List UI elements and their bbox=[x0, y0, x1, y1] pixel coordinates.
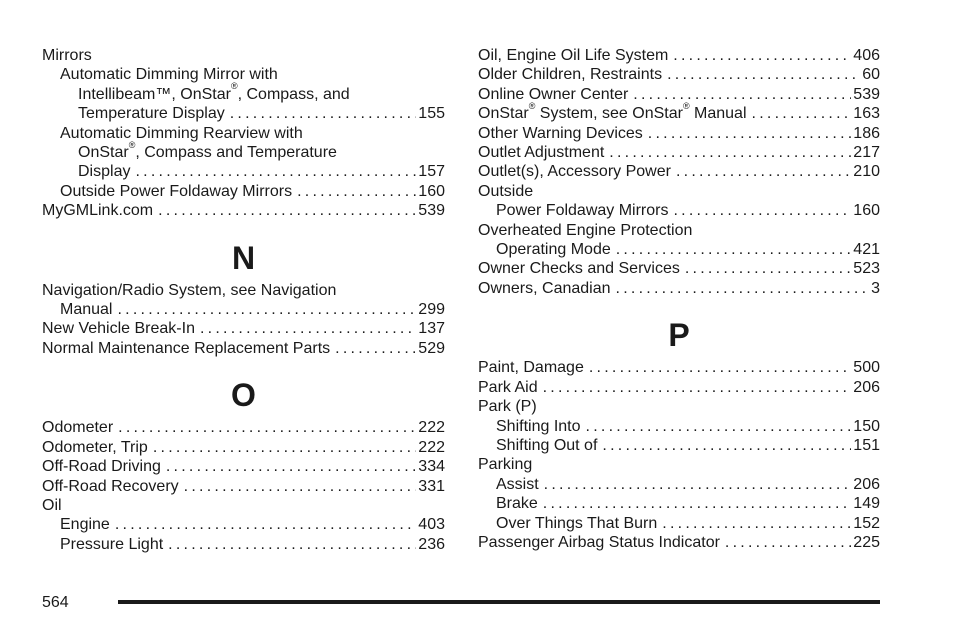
index-entry-page: 539 bbox=[853, 85, 880, 103]
index-entry-text: Over Things That Burn bbox=[496, 514, 658, 532]
index-entry-text: Navigation/Radio System, see Navigation bbox=[42, 281, 337, 299]
index-entry-text: Operating Mode bbox=[496, 241, 611, 259]
index-entry-text: Parking bbox=[478, 456, 533, 474]
index-entry-page: 222 bbox=[418, 419, 445, 437]
index-entry-text: Engine bbox=[60, 516, 110, 534]
index-entry bbox=[478, 455, 880, 474]
index-entry-text: Normal Maintenance Replacement Parts bbox=[42, 339, 331, 357]
index-entry-page: 151 bbox=[853, 436, 880, 454]
index-entry-text: Older Children, Restraints bbox=[478, 66, 663, 84]
dot-leader bbox=[602, 436, 851, 455]
index-entry bbox=[42, 319, 445, 338]
index-entry bbox=[42, 535, 445, 554]
index-entry-text: Shifting Into bbox=[496, 417, 581, 435]
index-entry-text: Assist bbox=[496, 475, 539, 493]
index-entry bbox=[42, 515, 445, 534]
index-entry-text: Automatic Dimming Mirror with bbox=[60, 66, 278, 84]
index-entry-page: 210 bbox=[853, 163, 880, 181]
index-entry-page: 236 bbox=[418, 535, 445, 553]
index-entry-text: Other Warning Devices bbox=[478, 124, 643, 142]
index-entry-page: 331 bbox=[418, 477, 445, 495]
index-entry-text: Power Foldaway Mirrors bbox=[496, 202, 669, 220]
index-entry-text: Shifting Out of bbox=[496, 436, 598, 454]
index-entry bbox=[478, 240, 880, 259]
dot-leader bbox=[667, 65, 860, 84]
section-letter-n: N bbox=[231, 239, 256, 276]
dot-leader bbox=[230, 104, 417, 123]
dot-leader bbox=[166, 457, 416, 476]
index-entry-page: 163 bbox=[853, 105, 880, 123]
index-entry bbox=[478, 100, 880, 123]
dot-leader bbox=[589, 358, 851, 377]
index-entry-page: 334 bbox=[418, 458, 445, 476]
dot-leader bbox=[616, 279, 870, 298]
index-entry-page: 137 bbox=[418, 320, 445, 338]
index-entry-page: 3 bbox=[871, 279, 880, 297]
dot-leader bbox=[543, 494, 852, 513]
section-letter-p: P bbox=[668, 317, 690, 354]
index-entry-text: Park Aid bbox=[478, 378, 538, 396]
index-entry-text: Oil, Engine Oil Life System bbox=[478, 47, 669, 64]
index-entry-text: Owner Checks and Services bbox=[478, 260, 680, 278]
index-entry bbox=[478, 182, 880, 201]
index-entry bbox=[478, 514, 880, 533]
dot-leader bbox=[184, 477, 417, 496]
index-entry-text: Owners, Canadian bbox=[478, 279, 611, 297]
dot-leader bbox=[118, 418, 416, 437]
index-entry-text: Odometer bbox=[42, 419, 114, 437]
dot-leader bbox=[200, 319, 416, 338]
index-entry bbox=[42, 438, 445, 457]
dot-leader bbox=[135, 162, 416, 181]
index-entry-text: OnStar®, Compass and Temperature bbox=[78, 139, 337, 162]
index-entry-page: 500 bbox=[853, 359, 880, 377]
index-entry-page: 539 bbox=[418, 202, 445, 220]
index-entry-text: Intellibeam™, OnStar®, Compass, and bbox=[78, 81, 350, 103]
index-entry-page: 403 bbox=[418, 516, 445, 534]
index-entry bbox=[478, 124, 880, 143]
index-entry bbox=[42, 477, 445, 496]
index-entry-page: 60 bbox=[862, 66, 880, 84]
page-number: 564 bbox=[42, 594, 69, 611]
index-entry bbox=[478, 201, 880, 220]
dot-leader bbox=[616, 240, 852, 259]
index-column-right bbox=[478, 46, 880, 552]
index-entry bbox=[478, 378, 880, 397]
index-entry-page: 186 bbox=[853, 124, 880, 142]
index-entry bbox=[42, 46, 445, 65]
index-entry bbox=[478, 279, 880, 298]
index-entry bbox=[478, 436, 880, 455]
index-entry-page: 206 bbox=[853, 475, 880, 493]
index-entry bbox=[42, 339, 445, 358]
dot-leader bbox=[609, 143, 851, 162]
index-entry-text: Passenger Airbag Status Indicator bbox=[478, 533, 720, 551]
index-entry bbox=[478, 46, 880, 65]
dot-leader bbox=[115, 515, 416, 534]
index-entry bbox=[42, 124, 445, 143]
index-entry bbox=[478, 475, 880, 494]
dot-leader bbox=[158, 201, 416, 220]
index-entry bbox=[42, 104, 445, 123]
index-entry bbox=[478, 494, 880, 513]
index-entry-page: 222 bbox=[418, 438, 445, 456]
index-entry bbox=[42, 418, 445, 437]
dot-leader bbox=[335, 339, 416, 358]
index-entry bbox=[478, 162, 880, 181]
index-entry-text: Outlet(s), Accessory Power bbox=[478, 163, 671, 181]
index-entry bbox=[478, 397, 880, 416]
index-entry-text: Odometer, Trip bbox=[42, 438, 148, 456]
dot-leader bbox=[673, 46, 851, 65]
index-entry bbox=[478, 259, 880, 278]
dot-leader bbox=[752, 104, 852, 123]
index-entry-text: MyGMLink.com bbox=[42, 202, 154, 220]
index-column-left bbox=[42, 46, 445, 554]
index-entry bbox=[478, 143, 880, 162]
index-entry-text: Display bbox=[78, 163, 131, 181]
index-entry-page: 150 bbox=[853, 417, 880, 435]
index-entry bbox=[42, 81, 445, 104]
index-entry bbox=[478, 65, 880, 84]
index-entry-text: Mirrors bbox=[42, 47, 92, 64]
index-entry-page: 155 bbox=[418, 105, 445, 123]
index-entry-text: Pressure Light bbox=[60, 535, 164, 553]
index-entry-text: Outside Power Foldaway Mirrors bbox=[60, 182, 293, 200]
index-entry-page: 299 bbox=[418, 301, 445, 319]
index-entry-text: Manual bbox=[60, 301, 113, 319]
dot-leader bbox=[117, 300, 416, 319]
index-entry-text: OnStar® System, see OnStar® Manual bbox=[478, 100, 747, 123]
dot-leader bbox=[633, 85, 851, 104]
index-entry-text: Temperature Display bbox=[78, 105, 225, 123]
index-entry-page: 157 bbox=[418, 163, 445, 181]
index-entry-page: 152 bbox=[853, 514, 880, 532]
index-entry-text: Park (P) bbox=[478, 398, 537, 416]
dot-leader bbox=[543, 378, 852, 397]
index-entry-page: 225 bbox=[853, 533, 880, 551]
index-entry bbox=[478, 533, 880, 552]
dot-leader bbox=[544, 475, 852, 494]
dot-leader bbox=[648, 124, 852, 143]
index-entry-page: 160 bbox=[853, 202, 880, 220]
index-entry-text: Online Owner Center bbox=[478, 85, 629, 103]
index-entry bbox=[42, 139, 445, 162]
footer-rule bbox=[118, 600, 880, 604]
dot-leader bbox=[586, 417, 852, 436]
dot-leader bbox=[297, 182, 416, 201]
index-entry-text: Brake bbox=[496, 495, 538, 513]
index-entry bbox=[42, 496, 445, 515]
dot-leader bbox=[168, 535, 416, 554]
dot-leader bbox=[153, 438, 416, 457]
index-entry-text: Outlet Adjustment bbox=[478, 144, 605, 162]
index-entry-page: 160 bbox=[418, 182, 445, 200]
index-entry-page: 206 bbox=[853, 378, 880, 396]
index-entry bbox=[42, 182, 445, 201]
dot-leader bbox=[673, 201, 851, 220]
index-entry bbox=[478, 221, 880, 240]
index-entry-text: Oil bbox=[42, 496, 62, 514]
index-entry-text: Automatic Dimming Rearview with bbox=[60, 124, 303, 142]
index-entry bbox=[42, 281, 445, 300]
section-letter-o: O bbox=[231, 377, 256, 414]
index-entry-text: Off-Road Driving bbox=[42, 458, 161, 476]
dot-leader bbox=[662, 514, 851, 533]
index-entry bbox=[42, 201, 445, 220]
index-entry-text: Paint, Damage bbox=[478, 359, 584, 377]
index-entry-text: Outside bbox=[478, 182, 534, 200]
index-entry-text: Off-Road Recovery bbox=[42, 477, 179, 495]
dot-leader bbox=[725, 533, 851, 552]
index-entry-page: 406 bbox=[853, 47, 880, 64]
index-entry-page: 217 bbox=[853, 144, 880, 162]
index-entry-text: Overheated Engine Protection bbox=[478, 221, 693, 239]
index-entry-text: New Vehicle Break-In bbox=[42, 320, 195, 338]
index-entry-page: 149 bbox=[853, 495, 880, 513]
index-entry bbox=[478, 358, 880, 377]
index-entry bbox=[42, 457, 445, 476]
index-entry bbox=[42, 162, 445, 181]
index-entry-page: 421 bbox=[853, 241, 880, 259]
index-entry bbox=[42, 65, 445, 84]
dot-leader bbox=[676, 162, 851, 181]
index-entry-page: 529 bbox=[418, 339, 445, 357]
index-entry-page: 523 bbox=[853, 260, 880, 278]
index-entry bbox=[42, 300, 445, 319]
dot-leader bbox=[685, 259, 851, 278]
index-entry bbox=[478, 417, 880, 436]
index-entry bbox=[478, 85, 880, 104]
